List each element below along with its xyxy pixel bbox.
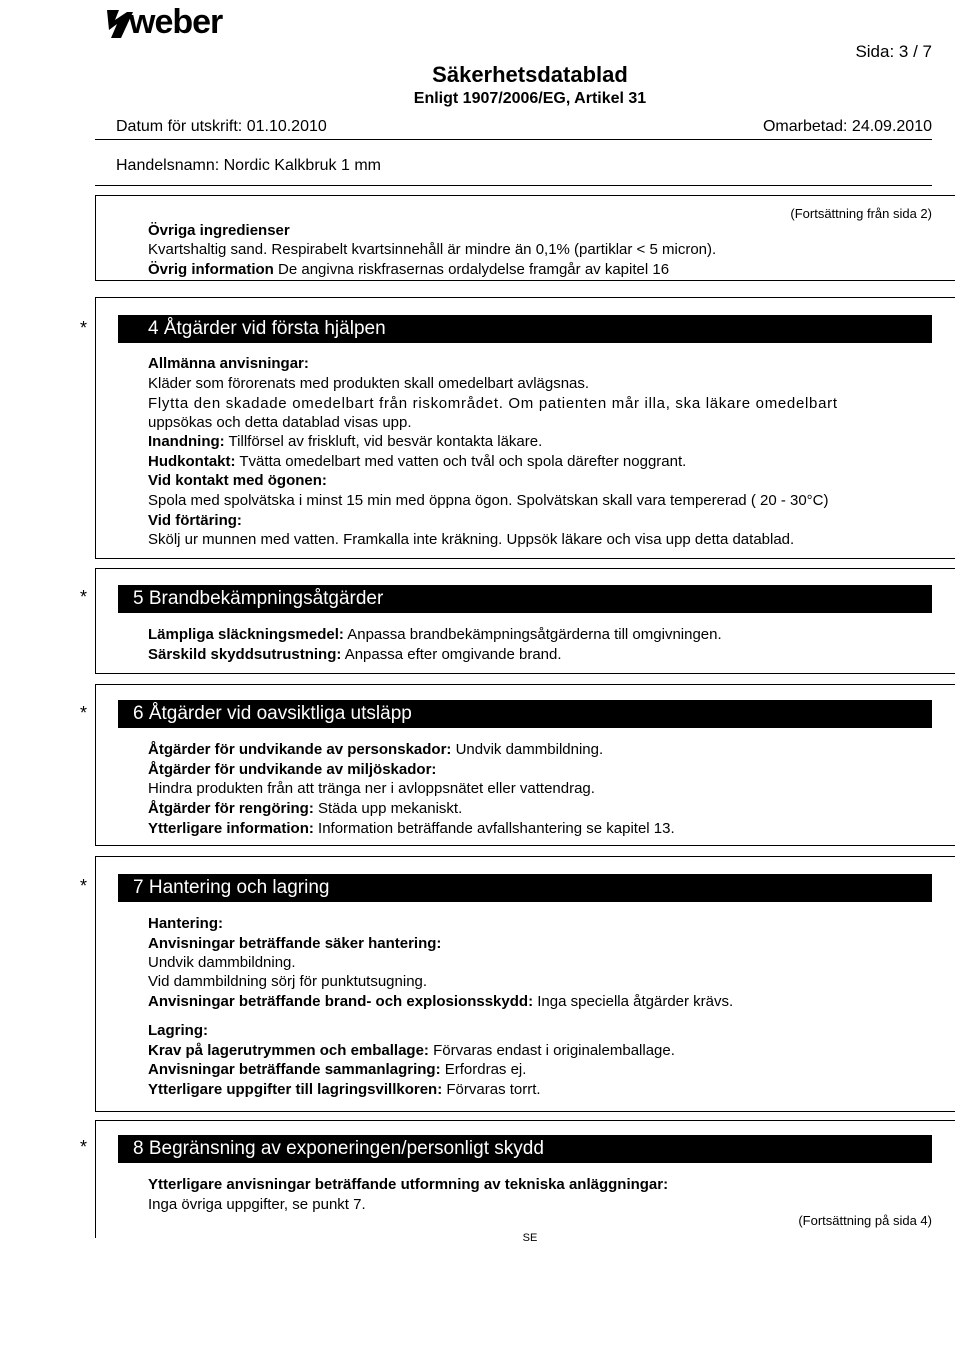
intro-text: Kvartshaltig sand. Respirabelt kvartsinnehåll är mindre än 0,1% (partiklar < 5 micron).: [148, 241, 717, 258]
intro-heading: Övriga ingredienser: [148, 222, 290, 239]
header-rule: [95, 139, 932, 140]
s6-further-info: Ytterligare information: Information beträffande avfallshantering se kapitel 13.: [148, 820, 675, 837]
s8-technical-label: Ytterligare anvisningar beträffande utformning av tekniska anläggningar:: [148, 1176, 669, 1193]
document-title: Säkerhetsdatablad: [432, 62, 628, 87]
s4-move-text: Flytta den skadade omedelbart från riskområdet. Om patienten mår illa, ska läkare omedelbart: [148, 395, 838, 412]
section-4-marker: *: [80, 318, 88, 338]
section-6-marker: *: [80, 703, 88, 723]
continued-on: (Fortsättning på sida 4): [798, 1213, 932, 1228]
s6-cleaning: Åtgärder för rengöring: Städa upp mekaniskt.: [148, 800, 463, 817]
s4-skin-contact: Hudkontakt: Tvätta omedelbart med vatten och tvål och spola därefter noggrant.: [148, 453, 687, 470]
section-7-title: 7 Hantering och lagring: [118, 874, 932, 902]
s4-eye-text: Spola med spolvätska i minst 15 min med öppna ögon. Spolvätskan skall vara tempererad ( 20 - 30°C): [148, 492, 829, 509]
s7-storage-together: Anvisningar beträffande sammanlagring: Erfordras ej.: [148, 1061, 527, 1078]
s7-storage-label: Lagring:: [148, 1022, 208, 1039]
continued-from: (Fortsättning från sida 2): [790, 206, 932, 221]
s4-general-label: Allmänna anvisningar:: [148, 355, 309, 372]
section-6-title: 6 Åtgärder vid oavsiktliga utsläpp: [118, 700, 932, 728]
section-4-title: 4 Åtgärder vid första hjälpen: [118, 315, 932, 343]
s6-environment-label: Åtgärder för undvikande av miljöskador:: [148, 761, 437, 778]
revision-date: Omarbetad: 24.09.2010: [762, 118, 932, 135]
weber-logo: [105, 4, 245, 40]
print-date: Datum för utskrift: 01.10.2010: [116, 118, 327, 135]
s7-safe-handling-label: Anvisningar beträffande säker hantering:: [148, 935, 442, 952]
trade-name: Handelsnamn: Nordic Kalkbruk 1 mm: [116, 157, 381, 174]
s5-protective-equipment: Särskild skyddsutrustning: Anpassa efter omgivande brand.: [148, 646, 562, 663]
s7-safe-handling-2: Vid dammbildning sörj för punktutsugning.: [148, 973, 428, 990]
document-subtitle: Enligt 1907/2006/EG, Artikel 31: [413, 90, 647, 107]
trade-rule: [95, 185, 932, 186]
s7-storage-requirements: Krav på lagerutrymmen och emballage: Förvaras endast i originalemballage.: [148, 1042, 675, 1059]
language-code: SE: [522, 1232, 538, 1244]
s4-eye-label: Vid kontakt med ögonen:: [148, 472, 327, 489]
brand-name: weber: [129, 3, 223, 41]
s7-safe-handling-1: Undvik dammbildning.: [148, 954, 296, 971]
section-5-marker: *: [80, 587, 88, 607]
s7-fire-explosion: Anvisningar beträffande brand- och explosionsskydd: Inga speciella åtgärder krävs.: [148, 993, 734, 1010]
s7-storage-further: Ytterligare uppgifter till lagringsvillkoren: Förvaras torrt.: [148, 1081, 541, 1098]
s4-move-text-2: uppsökas och detta datablad visas upp.: [148, 414, 412, 431]
s5-extinguishing: Lämpliga släckningsmedel: Anpassa brandbekämpningsåtgärderna till omgivningen.: [148, 626, 722, 643]
section-8-title: 8 Begränsning av exponeringen/personligt skydd: [118, 1135, 932, 1163]
section-7-marker: *: [80, 876, 88, 896]
s4-ingestion-text: Skölj ur munnen med vatten. Framkalla inte kräkning. Uppsök läkare och visa upp detta datablad.: [148, 531, 795, 548]
s4-ingestion-label: Vid förtäring:: [148, 512, 242, 529]
s6-environment-text: Hindra produkten från att tränga ner i avloppsnätet eller vattendrag.: [148, 780, 595, 797]
s6-personal: Åtgärder för undvikande av personskador: Undvik dammbildning.: [148, 741, 604, 758]
section-8-marker: *: [80, 1137, 88, 1157]
s8-technical-text: Inga övriga uppgifter, se punkt 7.: [148, 1196, 366, 1213]
s4-inhalation: Inandning: Tillförsel av friskluft, vid besvär kontakta läkare.: [148, 433, 543, 450]
intro-other-info: Övrig information De angivna riskfrasernas ordalydelse framgår av kapitel 16: [148, 261, 670, 278]
page-number: Sida: 3 / 7: [855, 42, 932, 61]
s7-handling-label: Hantering:: [148, 915, 223, 932]
section-5-title: 5 Brandbekämpningsåtgärder: [118, 585, 932, 613]
s4-general-text: Kläder som förorenats med produkten skall omedelbart avlägsnas.: [148, 375, 590, 392]
